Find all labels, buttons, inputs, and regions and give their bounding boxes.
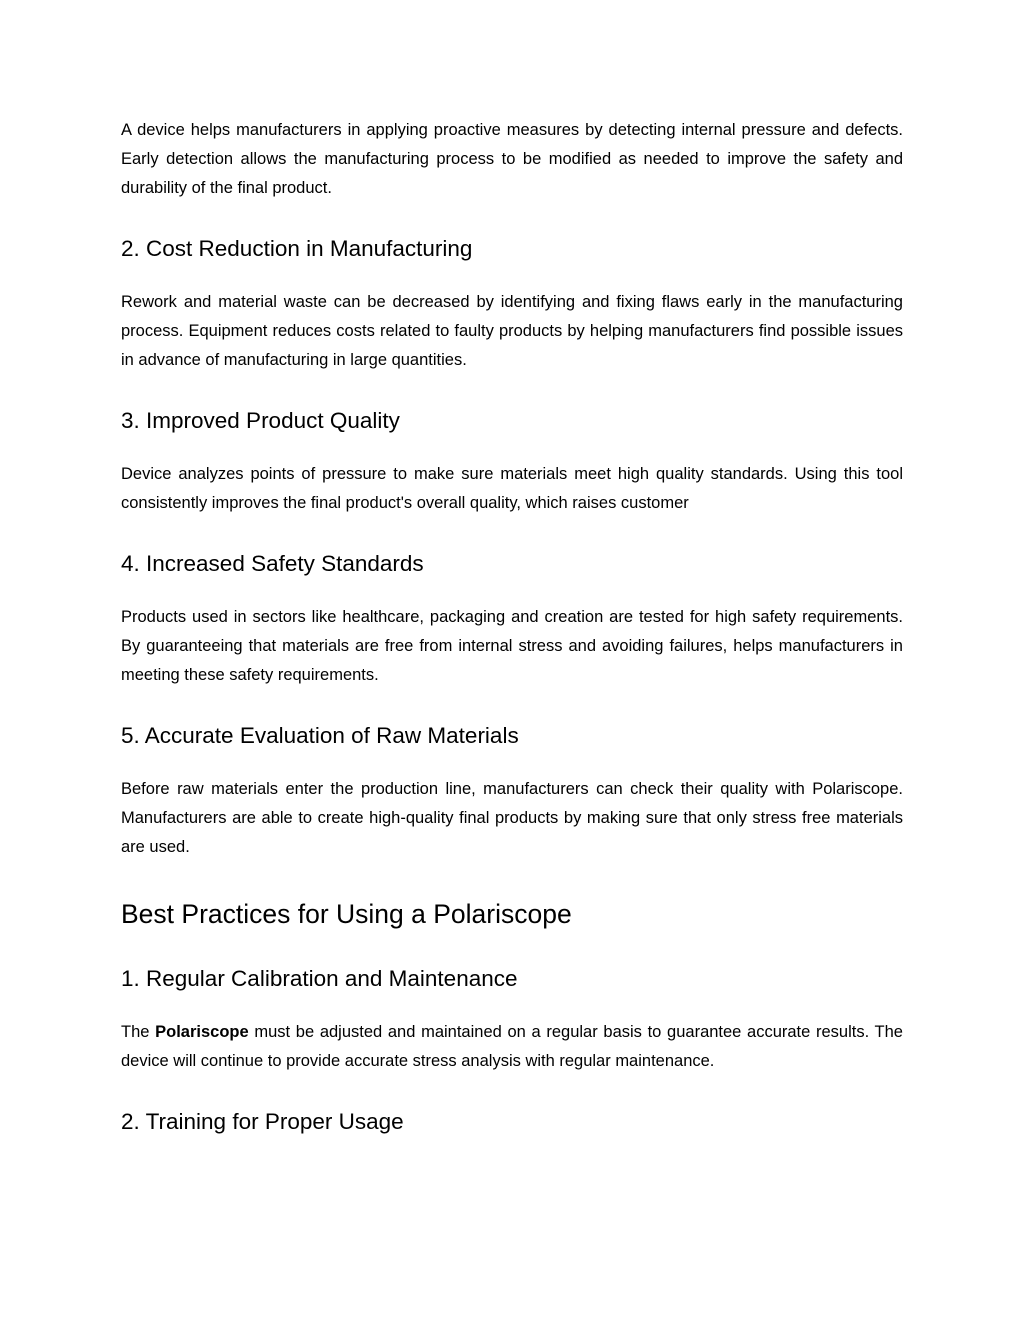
paragraph-cost-reduction: Rework and material waste can be decreased by identifying and fixing flaws early in the manufacturing process. Equipment reduces costs related to faulty products by helping manufacturers find possible issues in advance of manufacturing in large quantities.	[121, 293, 903, 369]
intro-paragraph: A device helps manufacturers in applying proactive measures by detecting internal pressure and defects. Early detection allows the manufacturing process to be modified as needed to improve the safety and durability of the final product.	[121, 121, 903, 197]
section-title-best-practices: Best Practices for Using a Polariscope	[121, 899, 572, 929]
calibration-text-post: must be adjusted and maintained on a regular basis to guarantee accurate results. The device will continue to provide accurate stress analysis with regular maintenance.	[121, 1023, 903, 1070]
calibration-text-pre: The	[121, 1023, 156, 1041]
heading-training: 2. Training for Proper Usage	[121, 1109, 404, 1134]
heading-calibration: 1. Regular Calibration and Maintenance	[121, 966, 518, 991]
paragraph-raw-materials: Before raw materials enter the production line, manufacturers can check their quality with Polariscope. Manufacturers are able to create high-quality final products by making sure that only stress free materials are used.	[121, 780, 903, 856]
heading-raw-materials: 5. Accurate Evaluation of Raw Materials	[121, 723, 519, 748]
paragraph-product-quality: Device analyzes points of pressure to make sure materials meet high quality standards. Using this tool consistently improves the final product's overall quality, which raises customer	[121, 465, 903, 512]
heading-safety-standards: 4. Increased Safety Standards	[121, 551, 424, 576]
paragraph-safety-standards: Products used in sectors like healthcare, packaging and creation are tested for high safety requirements. By guaranteeing that materials are free from internal stress and avoiding failures, helps manufacturers in meeting these safety requirements.	[121, 608, 903, 684]
polariscope-bold-term: Polariscope	[155, 1023, 249, 1041]
paragraph-calibration	[121, 1018, 903, 1076]
heading-product-quality: 3. Improved Product Quality	[121, 408, 400, 433]
document-page	[121, 116, 903, 1137]
heading-cost-reduction: 2. Cost Reduction in Manufacturing	[121, 236, 473, 261]
